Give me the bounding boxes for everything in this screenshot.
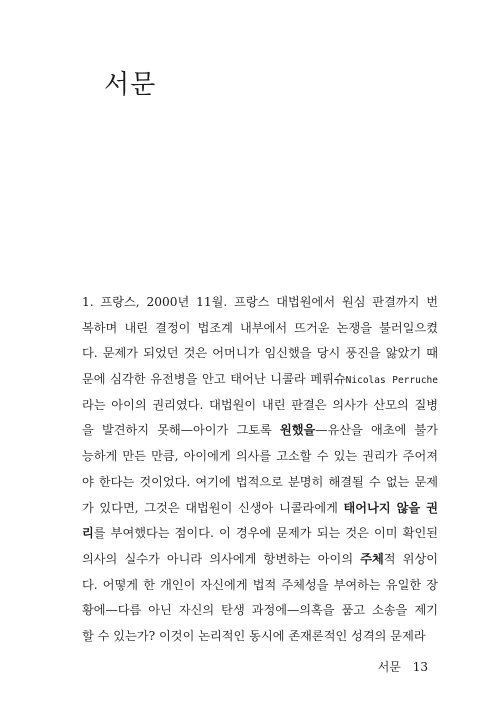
- text-line: [82, 316, 438, 342]
- text-run: 할 수 있는가? 이것이 논리적인 동시에 존재론적인 성격의 문제라: [82, 628, 426, 643]
- text-run: 야 한다는 것이었다. 여기에 법적으로 분명히 해결될 수 없는 문제: [82, 474, 438, 489]
- foreign-name: Nicolas Perruche: [345, 375, 438, 387]
- text-line: [82, 547, 438, 573]
- text-line: [82, 418, 438, 444]
- chapter-title: 서문: [104, 70, 157, 100]
- text-run: —유산을 애초에 불가: [315, 423, 439, 438]
- emphasis-text: 원했을: [279, 423, 316, 438]
- text-run: 황에—다름 아닌 자신의 탄생 과정에—의혹을 품고 소송을 제기: [82, 603, 438, 618]
- text-line: [82, 598, 438, 624]
- text-run: 복하며 내린 결정이 법조계 내부에서 뜨거운 논쟁을 불러일으켰: [82, 320, 438, 335]
- page-footer: [378, 658, 428, 675]
- running-head: 서문: [377, 660, 401, 674]
- text-line: [82, 573, 438, 599]
- text-run: 다. 어떻게 한 개인이 자신에게 법적 주체성을 부여하는 유일한 장: [82, 577, 438, 592]
- text-line: [82, 290, 438, 316]
- text-line: [82, 521, 438, 547]
- text-run: 를 부여했다는 점이다. 이 경우에 문제가 되는 것은 이미 확인된: [93, 526, 438, 541]
- text-line: [82, 470, 438, 496]
- text-line: [82, 393, 438, 419]
- text-run: 가 있다면, 그것은 대법원이 신생아 니콜라에게: [82, 500, 344, 515]
- text-run: 1. 프랑스, 2000년 11월. 프랑스 대법원에서 원심 판결까지 번: [82, 295, 438, 309]
- text-run: 라는 아이의 권리였다. 대법원이 내린 판결은 의사가 산모의 질병: [82, 397, 438, 412]
- text-run: 다. 문제가 되었던 것은 어머니가 임신했을 당시 풍진을 앓았기 때: [82, 346, 438, 361]
- text-run: 능하게 만든 만큼, 아이에게 의사를 고소할 수 있는 권리가 주어져: [82, 449, 438, 464]
- text-line: [82, 367, 438, 393]
- page-number: 13: [412, 660, 428, 674]
- text-line: [82, 341, 438, 367]
- text-run: 문에 심각한 유전병을 안고 태어난 니콜라 페뤼슈: [82, 372, 346, 387]
- emphasis-text: 주체: [360, 551, 384, 566]
- emphasis-text: 리: [82, 526, 94, 541]
- text-line: [82, 496, 438, 522]
- text-line: [82, 444, 438, 470]
- text-run: 적 위상이: [383, 551, 438, 566]
- emphasis-text: 태어나지 않을 권: [343, 500, 438, 515]
- text-run: 을 발견하지 못해—아이가 그토록: [82, 423, 280, 438]
- body-paragraph: [82, 290, 438, 650]
- text-run: 의사의 실수가 아니라 의사에게 항변하는 아이의: [82, 551, 361, 566]
- text-line: [82, 624, 438, 650]
